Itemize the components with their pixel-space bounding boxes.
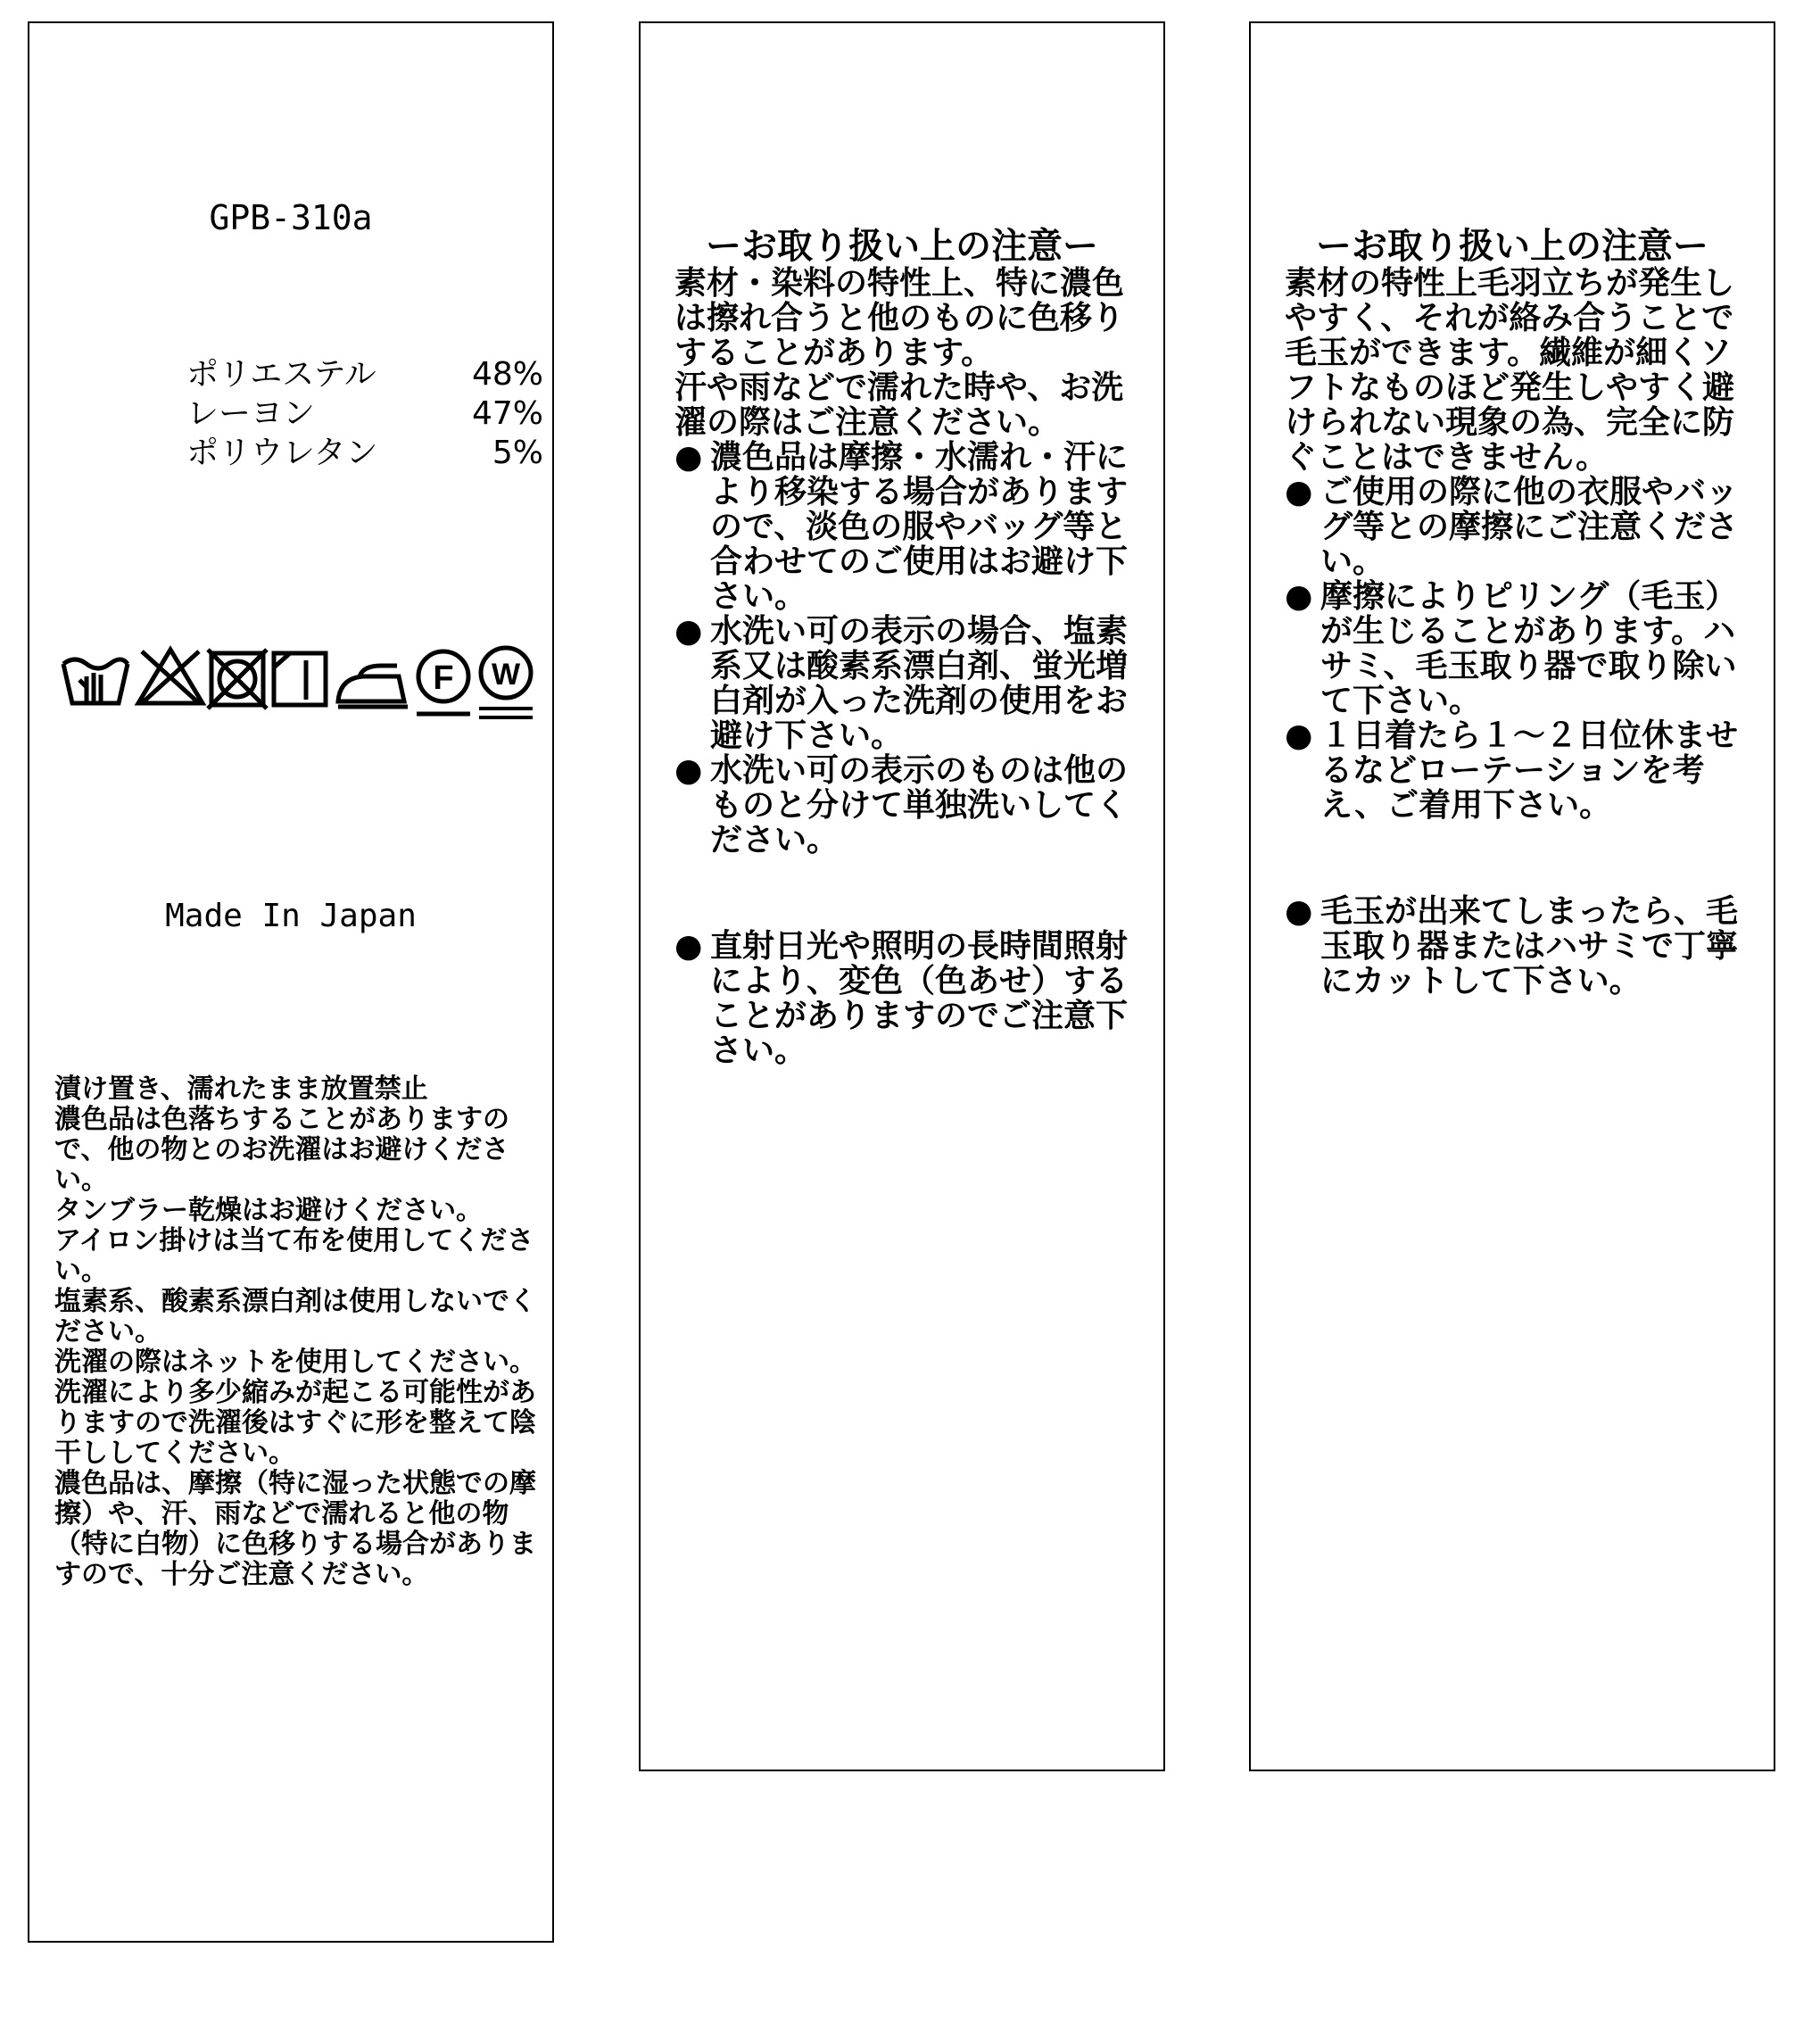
composition-row (186, 355, 543, 394)
handling-text (674, 266, 1138, 1068)
handling-intro: 素材・染料の特性上、特に濃色は擦れ合うと他のものに色移りすることがあります。 (674, 265, 1125, 371)
handling-intro: 汗や雨などで濡れた時や、お洗濯の際はご注意ください。 (674, 369, 1124, 441)
handling-bullet (674, 929, 1138, 1068)
no-bleach-icon (138, 650, 203, 703)
iron-low-cloth-icon (338, 666, 408, 707)
svg-text:W: W (491, 658, 521, 692)
composition-row (186, 434, 543, 473)
bullet-text: 摩擦によりピリング（毛玉）が生じることがあります。ハサミ、毛玉取り器で取り除いて下さい。 (1320, 578, 1738, 719)
bullet-text: ご使用の際に他の衣服やバッグ等との摩擦にご注意ください。 (1320, 474, 1739, 580)
bullet-mark: ● (1285, 578, 1313, 615)
bullet-mark: ● (674, 752, 703, 789)
handling-text (1285, 266, 1749, 999)
material-name: ポリウレタン (186, 435, 378, 471)
care-note: 洗濯の際はネットを使用してください。 (54, 1347, 536, 1378)
made-in: Made In Japan (165, 898, 417, 934)
svg-text:F: F (433, 659, 454, 697)
product-code: GPB-310a (209, 198, 373, 237)
care-note: 漬け置き、濡れたまま放置禁止 (54, 1074, 428, 1105)
bullet-mark: ● (1285, 717, 1313, 754)
material-percent: 47% (471, 395, 543, 432)
handling-heading: ーお取り扱い上の注意ー (706, 226, 1098, 267)
dry-clean-f-mild-icon (417, 651, 470, 714)
handling-bullet (1285, 579, 1749, 718)
bullet-mark: ● (674, 439, 703, 476)
handling-bullet (1285, 718, 1749, 823)
handling-heading: ーお取り扱い上の注意ー (1316, 226, 1708, 267)
care-note: 塩素系、酸素系漂白剤は使用しないでください。 (54, 1286, 536, 1347)
bullet-text: 直射日光や照明の長時間照射により、変色（色あせ）することがありますのでご注意下さい。 (710, 928, 1129, 1069)
care-label-handling-1 (639, 21, 1165, 1771)
care-label-front (28, 21, 554, 1943)
no-tumble-dry-icon (208, 650, 267, 709)
handling-bullet (1285, 475, 1749, 579)
handling-bullet (674, 614, 1138, 753)
bullet-mark: ● (1285, 474, 1313, 510)
handling-intro: 素材の特性上毛羽立ちが発生しやすく、それが絡み合うことで毛玉ができます。繊維が細くソフトなものほど発生しやすく避けられない現象の為、完全に防ぐことはできません。 (1285, 265, 1735, 476)
wet-clean-w-very-mild-icon (479, 648, 533, 717)
bullet-text: １日着たら１～２日位休ませるなどローテーションを考え、ご着用下さい。 (1320, 717, 1739, 824)
handling-bullet (674, 440, 1138, 614)
handling-bullet (674, 753, 1138, 858)
bullet-text: 水洗い可の表示のものは他のものと分けて単独洗いしてください。 (710, 752, 1129, 858)
bullet-text: 濃色品は摩擦・水濡れ・汗により移染する場合がありますので、淡色の服やバッグ等と合わせてのご使用はお避け下さい。 (710, 439, 1129, 615)
care-notes (54, 1074, 554, 1590)
care-note: 濃色品は、摩擦（特に湿った状態での摩擦）や、汗、雨などで濡れると他の物（特に白物）に色移りする場合がありますので、十分ご注意ください。 (54, 1468, 536, 1590)
care-note: タンブラー乾燥はお避けください。 (54, 1195, 483, 1226)
material-percent: 5% (492, 435, 543, 471)
bullet-text: 水洗い可の表示の場合、塩素系又は酸素系漂白剤、蛍光増白剤が入った洗剤の使用をお避け下さい。 (710, 613, 1129, 754)
material-name: レーヨン (186, 395, 316, 432)
fabric-composition (186, 355, 543, 473)
line-dry-shade-icon (274, 653, 326, 705)
bullet-mark: ● (674, 613, 703, 650)
material-name: ポリエステル (186, 356, 376, 393)
bullet-text: 毛玉が出来てしまったら、毛玉取り器またはハサミで丁寧にカットして下さい。 (1320, 893, 1739, 999)
material-percent: 48% (471, 356, 543, 393)
care-symbols (60, 637, 542, 735)
handling-bullet (1285, 894, 1749, 999)
bullet-mark: ● (674, 928, 703, 965)
composition-row (186, 394, 543, 434)
hand-wash-40-icon (63, 659, 128, 703)
care-note: アイロン掛けは当て布を使用してください。 (54, 1225, 534, 1287)
care-label-handling-2 (1249, 21, 1775, 1771)
care-note: 洗濯により多少縮みが起こる可能性がありますので洗濯後はすぐに形を整えて陰干ししてください。 (54, 1377, 536, 1469)
care-note: 濃色品は色落ちすることがありますので、他の物とのお洗濯はお避けください。 (54, 1104, 509, 1196)
bullet-mark: ● (1285, 893, 1313, 930)
